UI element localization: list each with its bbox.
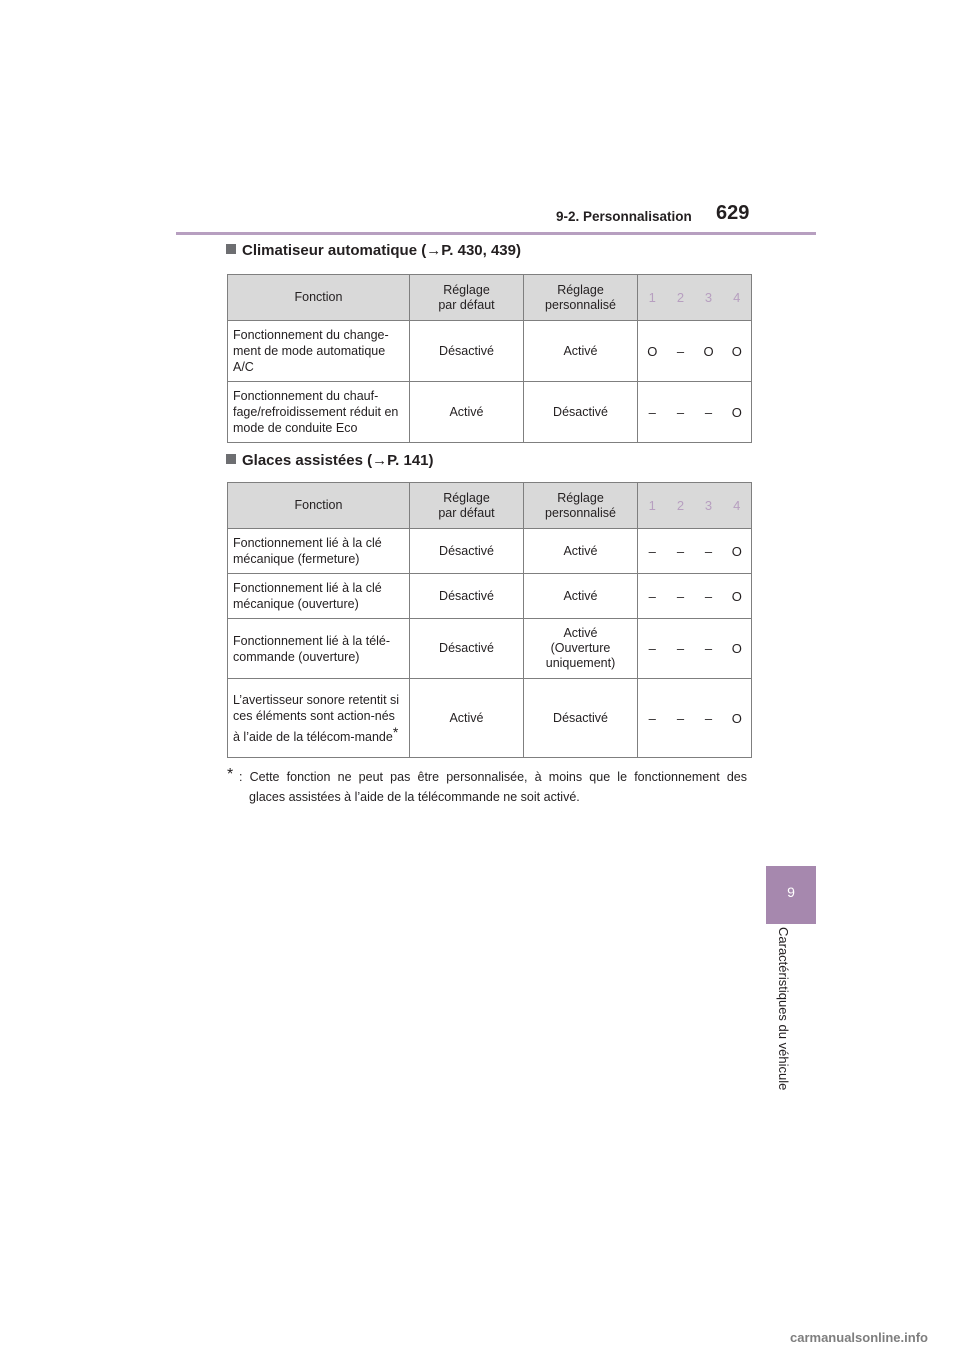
section-title-text: Glaces assistées (→P. 141)	[242, 452, 434, 469]
table-row	[228, 321, 752, 382]
cell-function: L’avertisseur sonore retentit si ces éléments sont action-nés à l’aide de la télécom-mande*	[228, 679, 410, 758]
footnote-line-1: : Cette fonction ne peut pas être personnalisée, à moins que le fonctionnement des	[239, 770, 747, 784]
cell-model-3: –	[695, 619, 723, 679]
page-number: 629	[716, 202, 750, 224]
cell-custom: Activé (Ouverture uniquement)	[524, 619, 638, 679]
header-function: Fonction	[228, 483, 410, 529]
cell-default: Désactivé	[410, 529, 524, 574]
cell-custom: Activé	[524, 321, 638, 382]
settings-table-climatiseur	[227, 274, 752, 443]
cell-custom: Désactivé	[524, 382, 638, 443]
cell-model-2: –	[667, 382, 695, 443]
table-row	[228, 679, 752, 758]
header-default: Réglage par défaut	[410, 483, 524, 529]
header-custom: Réglage personnalisé	[524, 483, 638, 529]
cell-function: Fonctionnement lié à la clé mécanique (ouverture)	[228, 574, 410, 619]
footnote-line-2: glaces assistées à l’aide de la télécommande ne soit activé.	[249, 790, 580, 804]
cell-model-3: –	[695, 679, 723, 758]
cell-default: Activé	[410, 679, 524, 758]
header-model-1: 1	[638, 483, 667, 529]
header-model-1: 1	[638, 275, 667, 321]
table-row	[228, 619, 752, 679]
cell-model-4: O	[723, 679, 752, 758]
cell-function: Fonctionnement du change-ment de mode automatique A/C	[228, 321, 410, 382]
cell-default: Désactivé	[410, 321, 524, 382]
cell-default: Activé	[410, 382, 524, 443]
footnote-asterisk: *	[227, 766, 234, 783]
cell-function: Fonctionnement lié à la télé-commande (ouverture)	[228, 619, 410, 679]
cell-model-4: O	[723, 574, 752, 619]
settings-table-glaces	[227, 482, 752, 758]
header-custom: Réglage personnalisé	[524, 275, 638, 321]
cell-model-4: O	[723, 619, 752, 679]
cell-default: Désactivé	[410, 574, 524, 619]
section-name: 9-2. Personnalisation	[556, 209, 692, 224]
header-model-2: 2	[667, 275, 695, 321]
section-title-glaces	[226, 452, 434, 469]
watermark: carmanualsonline.info	[790, 1330, 928, 1345]
section-title-climatiseur	[226, 242, 521, 259]
cell-model-4: O	[723, 321, 752, 382]
cell-model-4: O	[723, 382, 752, 443]
cell-model-1: –	[638, 529, 667, 574]
section-title-text: Climatiseur automatique (→P. 430, 439)	[242, 242, 521, 259]
cell-model-1: O	[638, 321, 667, 382]
cell-custom: Activé	[524, 529, 638, 574]
cell-model-1: –	[638, 619, 667, 679]
square-bullet-icon	[226, 244, 236, 254]
cell-model-1: –	[638, 679, 667, 758]
chapter-number: 9	[787, 884, 795, 900]
cell-model-2: –	[667, 574, 695, 619]
cell-model-1: –	[638, 382, 667, 443]
header-model-4: 4	[723, 275, 752, 321]
cell-model-2: –	[667, 619, 695, 679]
header-default: Réglage par défaut	[410, 275, 524, 321]
header-function: Fonction	[228, 275, 410, 321]
table-header-row	[228, 275, 752, 321]
cell-custom: Désactivé	[524, 679, 638, 758]
asterisk-mark: *	[392, 723, 399, 740]
table-header-row	[228, 483, 752, 529]
cell-model-2: –	[667, 321, 695, 382]
cell-model-2: –	[667, 679, 695, 758]
header-model-4: 4	[723, 483, 752, 529]
table-row	[228, 382, 752, 443]
header-model-3: 3	[695, 275, 723, 321]
cell-function: Fonctionnement du chauf-fage/refroidissement réduit en mode de conduite Eco	[228, 382, 410, 443]
square-bullet-icon	[226, 454, 236, 464]
table-row	[228, 529, 752, 574]
cell-model-4: O	[723, 529, 752, 574]
cell-model-3: –	[695, 382, 723, 443]
cell-function: Fonctionnement lié à la clé mécanique (fermeture)	[228, 529, 410, 574]
cell-model-1: –	[638, 574, 667, 619]
cell-default: Désactivé	[410, 619, 524, 679]
cell-custom: Activé	[524, 574, 638, 619]
footnote	[227, 767, 747, 807]
table-row	[228, 574, 752, 619]
cell-model-3: O	[695, 321, 723, 382]
header-model-3: 3	[695, 483, 723, 529]
cell-model-3: –	[695, 574, 723, 619]
cell-model-2: –	[667, 529, 695, 574]
header-model-2: 2	[667, 483, 695, 529]
header-divider	[176, 232, 816, 235]
chapter-tab	[766, 866, 816, 924]
cell-model-3: –	[695, 529, 723, 574]
chapter-title: Caractéristiques du véhicule	[776, 927, 791, 1091]
